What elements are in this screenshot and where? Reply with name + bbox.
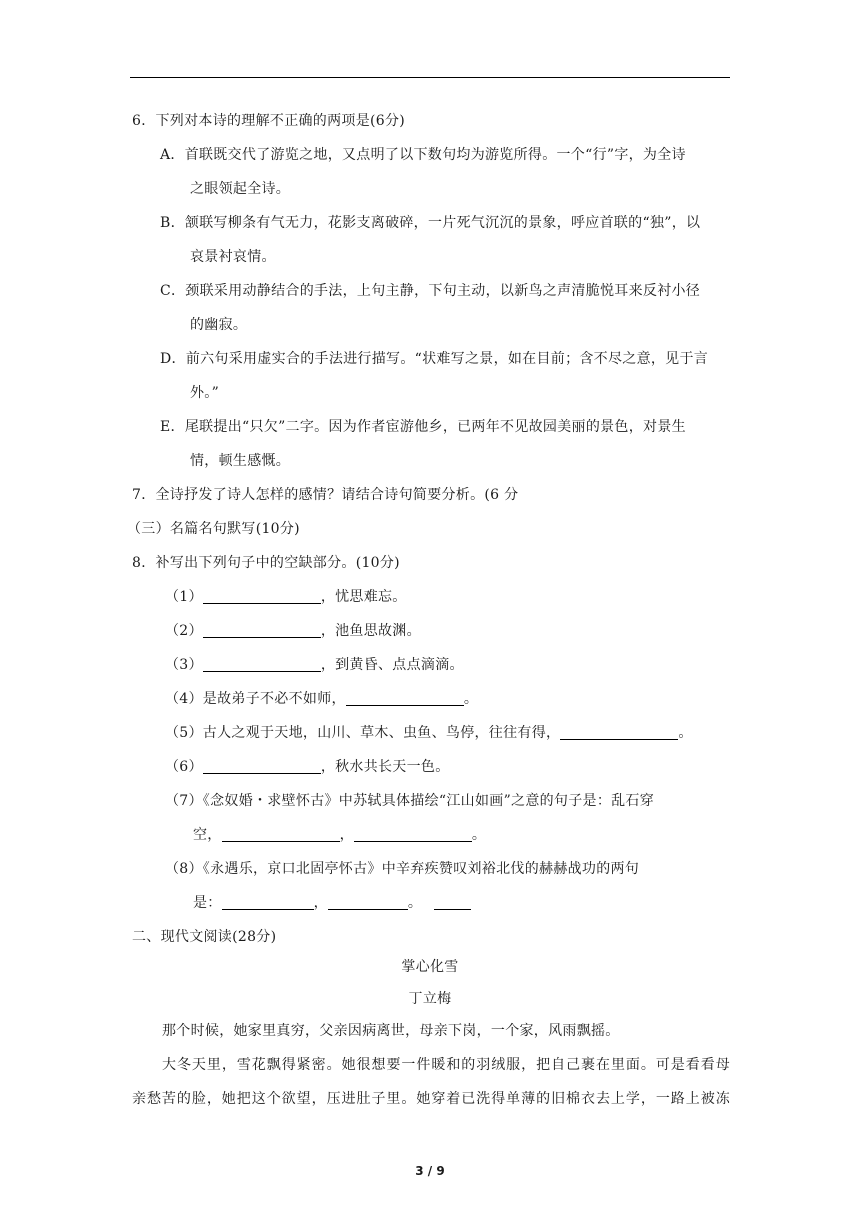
q6-option-d-line1: D．前六句采用虚实合的手法进行描写。“状难写之景，如在目前；含不尽之意，见于言 bbox=[160, 351, 709, 367]
q8-item-3-text: ，到黄昏、点点滴滴。 bbox=[320, 657, 464, 673]
q8-item-7-end: 。 bbox=[471, 827, 487, 843]
fill-blank[interactable] bbox=[328, 894, 408, 910]
article-author: 丁立梅 bbox=[408, 991, 452, 1007]
q8-item-6 bbox=[165, 757, 450, 777]
q6-option-e-line1: E．尾联提出“只欠”二字。因为作者宦游他乡，已两年不见故园美丽的景色，对景生 bbox=[160, 419, 686, 435]
q8-item-4 bbox=[165, 689, 478, 709]
fill-blank[interactable] bbox=[203, 622, 321, 638]
fill-blank[interactable] bbox=[346, 690, 464, 706]
fill-blank[interactable] bbox=[434, 894, 471, 910]
q6-option-e-line2: 情，顿生感慨。 bbox=[190, 453, 291, 469]
q8-item-2-num: （2） bbox=[165, 623, 203, 639]
q8-item-5-end: 。 bbox=[678, 725, 693, 741]
q8-item-5-text: （5）古人之观于天地，山川、草木、虫鱼、鸟停，往往有得， bbox=[165, 725, 561, 741]
q8-item-6-num: （6） bbox=[165, 759, 203, 775]
q8-item-3-num: （3） bbox=[165, 657, 203, 673]
page-number: 3 / 9 bbox=[415, 1164, 445, 1178]
q8-item-7-mid: ， bbox=[339, 827, 354, 843]
question-8-stem: 8．补写出下列句子中的空缺部分。(10分) bbox=[132, 555, 400, 571]
fill-blank[interactable] bbox=[203, 758, 321, 774]
q6-option-a-line2: 之眼领起全诗。 bbox=[190, 181, 291, 197]
q8-item-8-pre: 是： bbox=[193, 895, 222, 911]
question-6-stem: 6．下列对本诗的理解不正确的两项是(6分) bbox=[132, 113, 406, 129]
q8-item-4-end: 。 bbox=[463, 691, 479, 707]
q6-option-a-line1: A．首联既交代了游览之地，又点明了以下数句均为游览所得。一个“行”字，为全诗 bbox=[160, 147, 686, 163]
header-rule bbox=[130, 77, 730, 78]
part-2-title: 二、现代文阅读(28分) bbox=[132, 929, 277, 945]
q8-item-3 bbox=[165, 655, 464, 675]
fill-blank[interactable] bbox=[560, 724, 678, 740]
q8-item-1-text: ，忧思难忘。 bbox=[320, 589, 407, 605]
q8-item-1-num: （1） bbox=[165, 589, 203, 605]
q6-option-d-line2: 外。” bbox=[190, 385, 220, 401]
q8-item-8-line1: （8）《永遇乐，京口北固亭怀古》中辛弃疾赞叹刘裕北伐的赫赫战功的两句 bbox=[165, 861, 640, 877]
question-7-stem: 7．全诗抒发了诗人怎样的感情？请结合诗句简要分析。(6 分 bbox=[132, 487, 519, 503]
q8-item-6-text: ，秋水共长天一色。 bbox=[320, 759, 450, 775]
article-title: 掌心化雪 bbox=[401, 959, 459, 975]
fill-blank[interactable] bbox=[354, 826, 472, 842]
q8-item-7-line2 bbox=[193, 825, 486, 845]
q8-item-2 bbox=[165, 621, 421, 641]
q8-item-7-pre: 空， bbox=[193, 827, 222, 843]
q8-item-1 bbox=[165, 587, 407, 607]
article-paragraph-2-line1: 大冬天里，雪花飘得紧密。她很想要一件暖和的羽绒服，把自己裹在里面。可是看看母 bbox=[162, 1057, 730, 1073]
q6-option-b-line1: B．颔联写柳条有气无力，花影支离破碎，一片死气沉沉的景象，呼应首联的“独”，以 bbox=[160, 215, 701, 231]
section-3-title: （三）名篇名句默写(10分) bbox=[127, 521, 300, 537]
q8-item-5 bbox=[165, 723, 693, 743]
fill-blank[interactable] bbox=[203, 656, 321, 672]
q6-option-b-line2: 哀景衬哀情。 bbox=[190, 249, 276, 265]
fill-blank[interactable] bbox=[222, 826, 340, 842]
q8-item-7-line1: （7）《念奴婚・求壁怀古》中苏轼具体描绘“江山如画”之意的句子是：乱石穿 bbox=[165, 793, 655, 809]
q8-item-8-end: 。 bbox=[407, 895, 423, 911]
article-paragraph-2-line2: 亲愁苦的脸，她把这个欲望，压进肚子里。她穿着已洗得单薄的旧棉衣去上学，一路上被冻 bbox=[132, 1091, 730, 1107]
q6-option-c-line2: 的幽寂。 bbox=[190, 317, 248, 333]
q8-item-4-text: （4）是故弟子不必不如师， bbox=[165, 691, 346, 707]
fill-blank[interactable] bbox=[203, 588, 321, 604]
q8-item-8-mid: ， bbox=[313, 895, 328, 911]
article-paragraph-1: 那个时候，她家里真穷，父亲因病离世，母亲下岗，一个家，风雨飘摇。 bbox=[162, 1023, 620, 1039]
q6-option-c-line1: C．颈联采用动静结合的手法，上句主静，下句主动，以新鸟之声清脆悦耳来反衬小径 bbox=[160, 283, 701, 299]
q8-item-8-line2 bbox=[193, 893, 471, 913]
fill-blank[interactable] bbox=[222, 894, 314, 910]
q8-item-2-text: ，池鱼思故渊。 bbox=[320, 623, 421, 639]
